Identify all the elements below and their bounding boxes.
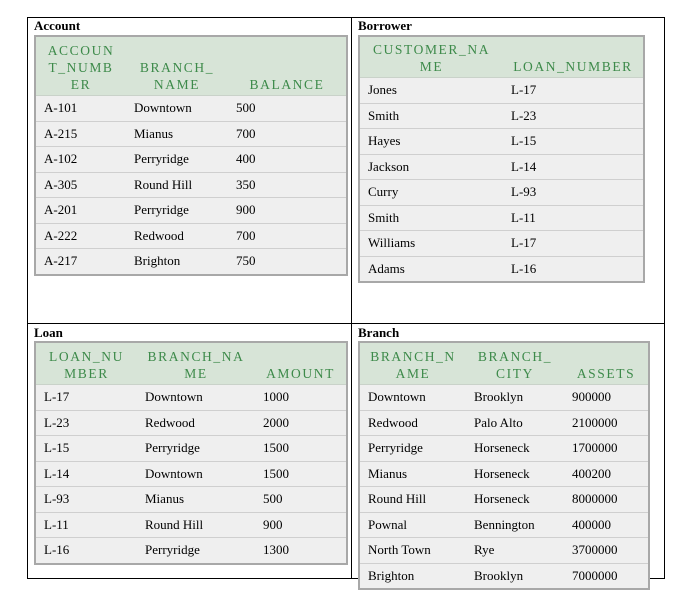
table-row bbox=[360, 129, 643, 155]
branch-cell: Horseneck bbox=[474, 491, 530, 507]
borrower-cell: L-14 bbox=[511, 158, 537, 174]
loan-column-header: LOAN_NUMBER bbox=[49, 349, 124, 381]
branch-table bbox=[358, 341, 650, 590]
borrower-column-header: LOAN_NUMBER bbox=[513, 59, 633, 74]
branch-cell: Pownal bbox=[368, 516, 407, 532]
branch-cell: 3700000 bbox=[572, 542, 618, 558]
loan-table bbox=[34, 341, 348, 565]
table-row bbox=[36, 513, 346, 539]
branch-column-header: BRANCH_CITY bbox=[477, 349, 553, 381]
account-cell: A-222 bbox=[44, 227, 78, 243]
account-column-header: ACCOUNT_NUMBER bbox=[47, 43, 115, 92]
branch-cell: 8000000 bbox=[572, 491, 618, 507]
account-cell: 750 bbox=[236, 253, 256, 269]
borrower-cell: L-17 bbox=[511, 235, 537, 251]
borrower-cell: Williams bbox=[368, 235, 416, 251]
loan-cell: Downtown bbox=[145, 389, 203, 405]
table-row bbox=[36, 198, 346, 224]
branch-cell: 1700000 bbox=[572, 440, 618, 456]
table-row bbox=[36, 224, 346, 250]
table-row bbox=[360, 538, 648, 564]
table-row bbox=[360, 385, 648, 411]
account-cell: 700 bbox=[236, 227, 256, 243]
branch-cell: Palo Alto bbox=[474, 414, 523, 430]
table-row bbox=[360, 411, 648, 437]
borrower-cell: L-93 bbox=[511, 184, 537, 200]
loan-cell: 1300 bbox=[263, 542, 289, 558]
loan-cell: Mianus bbox=[145, 491, 184, 507]
table-row bbox=[360, 564, 648, 589]
branch-cell: Brooklyn bbox=[474, 567, 524, 583]
borrower-header-row bbox=[360, 37, 643, 78]
branch-cell: North Town bbox=[368, 542, 431, 558]
borrower-cell: L-15 bbox=[511, 133, 537, 149]
loan-cell: 2000 bbox=[263, 414, 289, 430]
borrower-cell: L-17 bbox=[511, 82, 537, 98]
borrower-table bbox=[358, 35, 645, 283]
borrower-cell: Smith bbox=[368, 107, 400, 123]
loan-cell: Downtown bbox=[145, 465, 203, 481]
table-row bbox=[360, 487, 648, 513]
branch-cell: Redwood bbox=[368, 414, 418, 430]
loan-cell: Perryridge bbox=[145, 440, 200, 456]
branch-cell: 400000 bbox=[572, 516, 611, 532]
table-row bbox=[36, 487, 346, 513]
table-row bbox=[36, 436, 346, 462]
borrower-cell: Smith bbox=[368, 209, 400, 225]
branch-cell: Brighton bbox=[368, 567, 415, 583]
account-cell: Downtown bbox=[134, 100, 192, 116]
table-row bbox=[360, 206, 643, 232]
loan-cell: L-23 bbox=[44, 414, 70, 430]
borrower-cell: L-11 bbox=[511, 209, 536, 225]
loan-cell: L-11 bbox=[44, 516, 69, 532]
branch-cell: 7000000 bbox=[572, 567, 618, 583]
account-cell: 350 bbox=[236, 176, 256, 192]
borrower-cell: L-16 bbox=[511, 260, 537, 276]
loan-cell: Perryridge bbox=[145, 542, 200, 558]
branch-cell: 400200 bbox=[572, 465, 611, 481]
table-row bbox=[360, 104, 643, 130]
loan-cell: 1500 bbox=[263, 465, 289, 481]
account-cell: A-102 bbox=[44, 151, 78, 167]
borrower-cell: Hayes bbox=[368, 133, 401, 149]
branch-cell: 2100000 bbox=[572, 414, 618, 430]
branch-cell: Perryridge bbox=[368, 440, 423, 456]
account-cell: Redwood bbox=[134, 227, 184, 243]
loan-title: Loan bbox=[34, 325, 63, 340]
account-cell: A-215 bbox=[44, 125, 78, 141]
branch-header-row bbox=[360, 343, 648, 385]
loan-column-header: AMOUNT bbox=[266, 366, 335, 381]
loan-cell: L-14 bbox=[44, 465, 70, 481]
account-cell: A-305 bbox=[44, 176, 78, 192]
branch-cell: Rye bbox=[474, 542, 495, 558]
account-title: Account bbox=[34, 18, 81, 33]
account-column-header: BALANCE bbox=[249, 77, 325, 92]
branch-cell: Bennington bbox=[474, 516, 535, 532]
borrower-title: Borrower bbox=[358, 18, 412, 33]
loan-cell: Redwood bbox=[145, 414, 195, 430]
loan-cell: Round Hill bbox=[145, 516, 204, 532]
account-cell: A-101 bbox=[44, 100, 78, 116]
account-cell: Perryridge bbox=[134, 202, 189, 218]
branch-cell: Downtown bbox=[368, 389, 426, 405]
branch-cell: Brooklyn bbox=[474, 389, 524, 405]
loan-header-row bbox=[36, 343, 346, 385]
borrower-cell: Curry bbox=[368, 184, 399, 200]
account-header-row bbox=[36, 37, 346, 96]
table-row bbox=[360, 180, 643, 206]
borrower-column-header: CUSTOMER_NAME bbox=[372, 42, 491, 74]
account-cell: Brighton bbox=[134, 253, 181, 269]
loan-cell: 1000 bbox=[263, 389, 289, 405]
account-cell: 700 bbox=[236, 125, 256, 141]
loan-cell: 500 bbox=[263, 491, 283, 507]
loan-cell: L-16 bbox=[44, 542, 70, 558]
loan-cell: 1500 bbox=[263, 440, 289, 456]
table-row bbox=[360, 257, 643, 282]
table-row bbox=[360, 436, 648, 462]
account-cell: Perryridge bbox=[134, 151, 189, 167]
loan-column-header: BRANCH_NAME bbox=[147, 349, 245, 381]
borrower-cell: Adams bbox=[368, 260, 405, 276]
table-row bbox=[36, 411, 346, 437]
table-row bbox=[360, 78, 643, 104]
branch-title: Branch bbox=[358, 325, 400, 340]
table-row bbox=[36, 122, 346, 148]
account-cell: 500 bbox=[236, 100, 256, 116]
branch-cell: Horseneck bbox=[474, 440, 530, 456]
account-cell: A-201 bbox=[44, 202, 78, 218]
account-cell: A-217 bbox=[44, 253, 78, 269]
table-row bbox=[36, 538, 346, 563]
branch-cell: Round Hill bbox=[368, 491, 427, 507]
account-table bbox=[34, 35, 348, 276]
loan-cell: L-15 bbox=[44, 440, 70, 456]
table-row bbox=[36, 462, 346, 488]
borrower-cell: L-23 bbox=[511, 107, 537, 123]
vertical-divider bbox=[351, 17, 352, 579]
table-row bbox=[36, 96, 346, 122]
table-row bbox=[360, 462, 648, 488]
account-cell: 900 bbox=[236, 202, 256, 218]
borrower-cell: Jones bbox=[368, 82, 397, 98]
loan-cell: L-93 bbox=[44, 491, 70, 507]
table-row bbox=[36, 147, 346, 173]
table-row bbox=[360, 155, 643, 181]
table-row bbox=[36, 173, 346, 199]
account-column-header: BRANCH_NAME bbox=[139, 60, 215, 92]
account-cell: Round Hill bbox=[134, 176, 193, 192]
table-row bbox=[360, 231, 643, 257]
branch-cell: Mianus bbox=[368, 465, 407, 481]
table-row bbox=[36, 385, 346, 411]
loan-cell: 900 bbox=[263, 516, 283, 532]
horizontal-divider bbox=[27, 323, 665, 324]
account-cell: Mianus bbox=[134, 125, 173, 141]
table-row bbox=[360, 513, 648, 539]
loan-cell: L-17 bbox=[44, 389, 70, 405]
branch-column-header: ASSETS bbox=[576, 366, 636, 381]
account-cell: 400 bbox=[236, 151, 256, 167]
branch-cell: Horseneck bbox=[474, 465, 530, 481]
branch-cell: 900000 bbox=[572, 389, 611, 405]
branch-column-header: BRANCH_NAME bbox=[370, 349, 456, 381]
table-row bbox=[36, 249, 346, 274]
borrower-cell: Jackson bbox=[368, 158, 410, 174]
